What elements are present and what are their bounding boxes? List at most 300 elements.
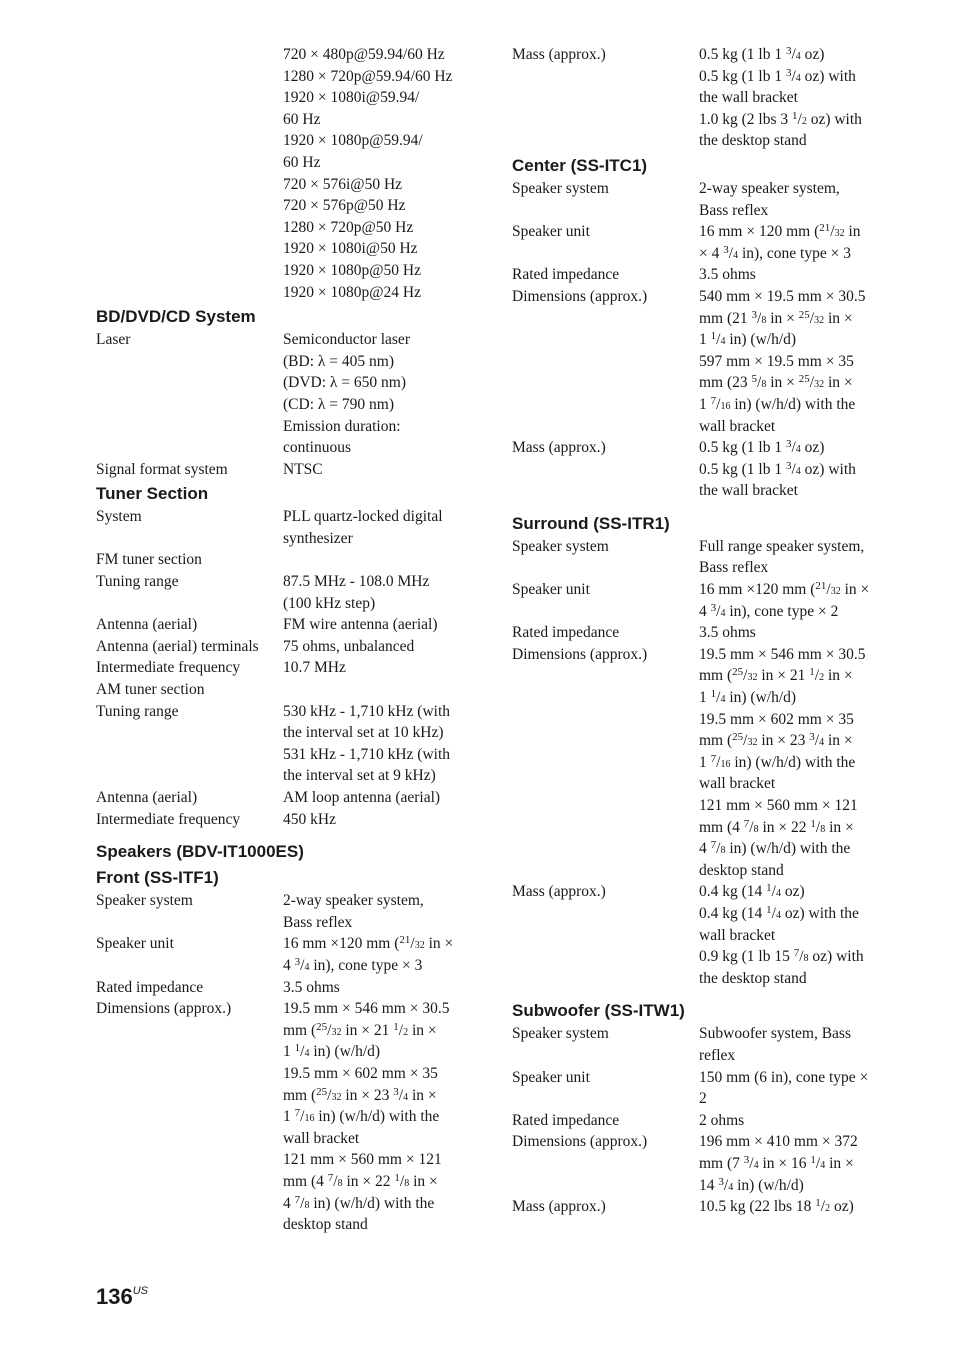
spec-value-line: desktop stand <box>699 861 784 879</box>
fraction-denominator: 8 <box>761 379 767 391</box>
spec-row <box>96 459 476 481</box>
spec-value <box>699 221 892 264</box>
spec-value <box>283 506 476 549</box>
spec-label <box>96 44 283 303</box>
spec-row <box>512 622 892 644</box>
fraction-denominator: 32 <box>747 737 758 749</box>
fraction-denominator: 2 <box>819 672 825 684</box>
fraction-denominator: 32 <box>830 586 841 598</box>
fraction-numerator: 3 <box>718 1175 724 1188</box>
spec-value-line <box>699 1153 892 1175</box>
text-segment: / <box>749 1154 754 1172</box>
spec-value-line: the wall bracket <box>699 89 798 107</box>
spec-row <box>512 536 892 579</box>
text-segment: in × <box>840 581 870 599</box>
text-segment: / <box>830 223 835 241</box>
spec-value-line <box>699 665 892 687</box>
fraction-denominator: 16 <box>720 758 731 770</box>
spec-label: Intermediate frequency <box>96 659 241 677</box>
text-segment: 10.5 kg (22 lbs 18 <box>699 1198 816 1216</box>
text-segment: in × <box>766 309 799 327</box>
spec-value-line <box>699 44 892 66</box>
text-segment: / <box>809 309 815 327</box>
text-segment: in × <box>825 818 854 836</box>
spec-value-line: NTSC <box>283 460 323 478</box>
spec-value <box>283 787 476 809</box>
fraction-denominator: 32 <box>814 379 825 391</box>
text-segment: 0.9 kg (1 lb 15 <box>699 948 794 966</box>
text-segment: / <box>791 460 796 478</box>
fraction-denominator: 4 <box>720 336 726 348</box>
fraction-denominator: 8 <box>820 823 826 835</box>
text-segment: oz) <box>780 883 805 901</box>
text-segment: / <box>815 1154 821 1172</box>
text-segment: in × 22 <box>342 1172 395 1190</box>
spec-label: Signal format system <box>96 460 228 478</box>
spec-value-line: FM wire antenna (aerial) <box>283 616 438 634</box>
spec-value <box>283 571 476 614</box>
fraction-numerator: 1 <box>810 817 816 830</box>
spec-value-line: Bass reflex <box>699 559 769 577</box>
spec-value <box>283 890 476 933</box>
fraction-denominator: 4 <box>720 607 726 619</box>
spec-value-line <box>699 109 892 131</box>
fraction-numerator: 7 <box>294 1193 301 1206</box>
text-segment: mm (7 <box>699 1154 744 1172</box>
text-segment: in) (w/h/d) with the <box>730 395 856 413</box>
text-segment: / <box>815 818 821 836</box>
text-segment: / <box>398 1086 404 1104</box>
spec-value-line: 1280 × 720p@50 Hz <box>283 218 414 236</box>
spec-row <box>96 933 476 976</box>
fraction-denominator: 8 <box>720 845 726 857</box>
spec-value-line: 540 mm × 19.5 mm × 30.5 <box>699 287 866 305</box>
fraction-denominator: 4 <box>304 961 310 973</box>
spec-value <box>283 809 476 831</box>
spec-value-line: 720 × 480p@59.94/60 Hz <box>283 46 445 63</box>
page-number-value: 136 <box>96 1284 133 1309</box>
spec-value-line: (DVD: λ = 650 nm) <box>283 374 407 392</box>
spec-value <box>699 536 892 579</box>
fraction-denominator: 8 <box>753 823 759 835</box>
spec-value-line <box>699 394 892 416</box>
text-segment: 4 <box>283 1194 295 1212</box>
text-segment: / <box>300 1108 305 1126</box>
spec-row <box>512 1196 892 1218</box>
text-segment: × 4 <box>699 244 724 262</box>
text-segment: oz) <box>800 46 825 63</box>
text-segment: oz) <box>800 439 825 457</box>
spec-label: Mass (approx.) <box>512 883 606 901</box>
spec-row <box>512 286 892 437</box>
text-segment: / <box>716 395 721 413</box>
spec-value <box>699 286 892 437</box>
spec-value-line: 10.7 MHz <box>283 659 346 677</box>
spec-value-line: wall bracket <box>699 926 776 944</box>
fraction-numerator: 1 <box>815 1197 821 1210</box>
spec-value <box>283 549 476 571</box>
fraction-denominator: 8 <box>304 1199 310 1211</box>
fraction-numerator: 7 <box>793 947 800 960</box>
fraction-denominator: 4 <box>403 1091 409 1103</box>
spec-label: Rated impedance <box>512 624 620 642</box>
spec-value-line <box>699 437 892 459</box>
spec-value <box>283 977 476 999</box>
spec-value-line <box>283 1193 476 1215</box>
spec-value-line: 720 × 576i@50 Hz <box>283 175 403 193</box>
spec-row <box>512 1131 892 1196</box>
spec-row <box>96 657 476 679</box>
spec-value-line: 3.5 ohms <box>699 266 756 284</box>
spec-value-line: the interval set at 9 kHz) <box>283 767 436 785</box>
text-segment: in × 21 <box>341 1021 394 1039</box>
fraction-numerator: 21 <box>819 222 831 235</box>
spec-value-line: 150 mm (6 in), cone type × <box>699 1068 869 1086</box>
text-segment: / <box>820 1198 826 1216</box>
spec-value <box>283 998 476 1236</box>
spec-value-line: the desktop stand <box>699 969 807 987</box>
text-segment: in) (w/h/d) <box>309 1043 381 1061</box>
section-heading-speakers-bdv-it1000es: Speakers (BDV-IT1000ES) <box>96 842 304 862</box>
fraction-denominator: 2 <box>801 115 807 127</box>
spec-value <box>699 437 892 502</box>
text-segment: / <box>743 732 748 750</box>
spec-value-line: 19.5 mm × 602 mm × 35 <box>283 1064 438 1082</box>
spec-value-line <box>699 579 892 601</box>
fraction-denominator: 4 <box>753 1159 759 1171</box>
spec-value-line <box>283 1085 476 1107</box>
fraction-numerator: 7 <box>327 1171 334 1184</box>
spec-value-line <box>699 946 892 968</box>
spec-label: Dimensions (approx.) <box>512 645 648 663</box>
text-segment: / <box>757 374 762 392</box>
spec-value-line <box>699 881 892 903</box>
spec-value-line: 1920 × 1080p@24 Hz <box>283 283 421 301</box>
spec-value-line: 19.5 mm × 546 mm × 30.5 <box>283 1000 450 1018</box>
text-segment: in × <box>424 935 454 953</box>
fraction-numerator: 3 <box>785 438 792 451</box>
spec-value-line <box>699 308 892 330</box>
text-segment: / <box>716 840 721 858</box>
text-segment: in × <box>824 374 853 392</box>
spec-value-line: wall bracket <box>699 417 776 435</box>
text-segment: in × 22 <box>758 818 811 836</box>
spec-label: Dimensions (approx.) <box>96 1000 232 1018</box>
text-segment: mm (4 <box>283 1172 328 1190</box>
spec-value <box>699 622 892 644</box>
text-segment: 1 <box>699 689 711 707</box>
spec-label: Speaker unit <box>96 935 174 953</box>
text-segment: in <box>844 223 861 241</box>
spec-value-line: (BD: λ = 405 nm) <box>283 352 394 370</box>
spec-value-line <box>283 955 476 977</box>
text-segment: / <box>716 331 721 349</box>
page-number <box>96 1284 148 1310</box>
spec-label: Rated impedance <box>512 266 620 284</box>
fraction-denominator: 4 <box>795 444 801 456</box>
fraction-denominator: 8 <box>337 1177 343 1189</box>
spec-label: FM tuner section <box>96 551 202 569</box>
spec-value-line <box>699 221 892 243</box>
spec-value-line: 60 Hz <box>283 110 321 128</box>
spec-row <box>96 329 476 459</box>
spec-row <box>512 579 892 622</box>
text-segment: in) (w/h/d) <box>725 689 797 707</box>
spec-row <box>96 506 476 549</box>
fraction-numerator: 1 <box>294 1042 301 1055</box>
text-segment: 16 mm × 120 mm ( <box>699 223 820 241</box>
spec-value-line: 531 kHz - 1,710 kHz (with <box>283 745 451 763</box>
text-segment: 0.4 kg (14 <box>699 883 767 901</box>
text-segment: 1 <box>283 1108 295 1126</box>
spec-column-right <box>512 44 892 1218</box>
spec-value-line: Full range speaker system, <box>699 537 865 555</box>
spec-row <box>96 787 476 809</box>
fraction-numerator: 3 <box>785 66 792 79</box>
fraction-numerator: 3 <box>710 601 717 614</box>
text-segment: oz) with <box>800 460 856 478</box>
spec-row <box>96 614 476 636</box>
text-segment: / <box>300 1194 305 1212</box>
fraction-denominator: 4 <box>720 694 726 706</box>
spec-value-line: Emission duration: <box>283 417 401 435</box>
text-segment: 4 <box>699 602 711 620</box>
text-segment: / <box>749 818 754 836</box>
fraction-numerator: 3 <box>809 731 815 744</box>
text-segment: / <box>410 935 415 953</box>
text-segment: / <box>716 602 721 620</box>
spec-value <box>699 644 892 882</box>
spec-value-line <box>283 1041 476 1063</box>
section-heading-tuner-section: Tuner Section <box>96 484 209 504</box>
text-segment: in × <box>408 1086 437 1104</box>
text-segment: / <box>791 439 796 457</box>
text-segment: in × <box>825 1154 854 1172</box>
spec-value-line: reflex <box>699 1046 736 1064</box>
text-segment: / <box>791 46 796 63</box>
spec-value-line <box>699 66 892 88</box>
fraction-denominator: 16 <box>720 400 731 412</box>
spec-label: Speaker system <box>512 1025 609 1043</box>
spec-label: Speaker unit <box>512 1068 590 1086</box>
spec-column-left <box>96 44 476 1236</box>
spec-value-line: Bass reflex <box>283 913 353 931</box>
fraction-denominator: 2 <box>825 1203 831 1215</box>
text-segment: 16 mm ×120 mm ( <box>283 935 400 953</box>
spec-value <box>699 264 892 286</box>
spec-value-line: 597 mm × 19.5 mm × 35 <box>699 352 854 370</box>
section-heading-center-ss-itc1: Center (SS-ITC1) <box>512 155 648 175</box>
text-segment: mm (23 <box>699 374 752 392</box>
spec-value-line: the wall bracket <box>699 482 798 500</box>
text-segment: in), cone type × 2 <box>725 602 839 620</box>
spec-row <box>512 264 892 286</box>
fraction-denominator: 8 <box>761 314 767 326</box>
spec-value <box>283 679 476 701</box>
spec-value-line <box>699 1175 892 1197</box>
section-heading-subwoofer-ss-itw1: Subwoofer (SS-ITW1) <box>512 1001 685 1021</box>
text-segment: 4 <box>699 840 711 858</box>
text-segment: in × <box>409 1172 438 1190</box>
text-segment: oz) with <box>800 67 856 85</box>
fraction-denominator: 32 <box>331 1026 342 1038</box>
text-segment: mm (21 <box>699 309 752 327</box>
spec-value-line <box>283 1171 476 1193</box>
spec-label: AM tuner section <box>96 681 205 699</box>
spec-value-line: PLL quartz-locked digital <box>283 508 443 526</box>
spec-value-line <box>699 752 892 774</box>
text-segment: 1.0 kg (2 lbs 3 <box>699 110 792 128</box>
text-segment: / <box>300 1043 305 1061</box>
spec-value-line <box>699 243 892 265</box>
spec-row <box>96 679 476 701</box>
text-segment: in × <box>408 1021 437 1039</box>
spec-value-line: 2-way speaker system, <box>283 892 424 910</box>
text-segment: in × 23 <box>341 1086 394 1104</box>
spec-row <box>512 437 892 502</box>
spec-value-line: the interval set at 10 kHz) <box>283 724 444 742</box>
spec-value-line: 1920 × 1080p@50 Hz <box>283 261 421 279</box>
text-segment: / <box>723 1176 729 1194</box>
spec-label: Tuning range <box>96 702 179 720</box>
spec-value-line: 75 ohms, unbalanced <box>283 637 415 655</box>
text-segment: 0.5 kg (1 lb 1 <box>699 460 786 478</box>
text-segment: oz) with <box>808 948 864 966</box>
spec-label: Dimensions (approx.) <box>512 287 648 305</box>
fraction-numerator: 7 <box>710 752 717 765</box>
fraction-denominator: 4 <box>733 249 739 261</box>
spec-value-line <box>699 817 892 839</box>
page-number-suffix: US <box>132 1285 148 1297</box>
text-segment: in × <box>824 732 853 750</box>
text-segment: mm ( <box>283 1086 317 1104</box>
spec-label: Mass (approx.) <box>512 1198 606 1216</box>
spec-value-line: continuous <box>283 439 352 457</box>
spec-value <box>283 44 476 303</box>
text-segment: / <box>814 667 820 685</box>
fraction-denominator: 4 <box>795 465 801 477</box>
fraction-numerator: 1 <box>766 882 772 895</box>
spec-value <box>283 933 476 976</box>
spec-value-line: AM loop antenna (aerial) <box>283 789 441 806</box>
text-segment: in) (w/h/d) with the <box>314 1108 440 1126</box>
spec-label: Antenna (aerial) <box>96 616 198 634</box>
text-segment: / <box>757 309 762 327</box>
spec-value-line: 530 kHz - 1,710 kHz (with <box>283 702 451 720</box>
spec-value-line: 19.5 mm × 602 mm × 35 <box>699 710 854 728</box>
spec-row <box>96 636 476 658</box>
text-segment: / <box>743 667 748 685</box>
spec-value-line <box>699 459 892 481</box>
spec-value-line <box>699 730 892 752</box>
text-segment: mm ( <box>699 732 733 750</box>
spec-value-line <box>283 933 476 955</box>
spec-value-line: Bass reflex <box>699 201 769 219</box>
fraction-numerator: 7 <box>710 394 717 407</box>
spec-value <box>283 614 476 636</box>
spec-row <box>512 644 892 882</box>
fraction-numerator: 3 <box>723 243 729 256</box>
spec-value-line: 1920 × 1080p@59.94/ <box>283 132 423 150</box>
spec-label: Speaker system <box>512 179 609 197</box>
text-segment: in × 23 <box>757 732 810 750</box>
spec-row <box>96 809 476 831</box>
text-segment: 0.5 kg (1 lb 1 <box>699 46 786 63</box>
fraction-numerator: 3 <box>751 308 758 321</box>
spec-value-line <box>699 601 892 623</box>
spec-value-line: 720 × 576p@50 Hz <box>283 197 406 215</box>
spec-row <box>512 221 892 264</box>
spec-row <box>96 549 476 571</box>
spec-row <box>512 178 892 221</box>
spec-value <box>699 1067 892 1110</box>
spec-value-line <box>283 1020 476 1042</box>
fraction-numerator: 25 <box>798 373 810 386</box>
spec-value-line: (100 kHz step) <box>283 594 376 612</box>
fraction-numerator: 7 <box>294 1107 301 1120</box>
fraction-denominator: 32 <box>331 1091 342 1103</box>
text-segment: in × <box>824 309 853 327</box>
text-segment: / <box>716 689 721 707</box>
spec-label: Dimensions (approx.) <box>512 1133 648 1151</box>
spec-value-line: 3.5 ohms <box>699 624 756 642</box>
spec-value-line: 121 mm × 560 mm × 121 <box>699 797 858 814</box>
spec-value-line: 2 ohms <box>699 1111 745 1129</box>
text-segment: / <box>300 956 305 974</box>
spec-row <box>512 1023 892 1066</box>
spec-value-line <box>699 838 892 860</box>
fraction-denominator: 8 <box>803 953 809 965</box>
text-segment: 4 <box>283 956 295 974</box>
fraction-denominator: 4 <box>795 51 801 62</box>
spec-value-line: 1920 × 1080i@59.94/ <box>283 89 420 107</box>
fraction-numerator: 5 <box>751 373 758 386</box>
text-segment: / <box>809 374 815 392</box>
spec-value <box>283 701 476 787</box>
spec-value-line <box>699 903 892 925</box>
text-segment: 16 mm ×120 mm ( <box>699 581 816 599</box>
fraction-numerator: 25 <box>798 308 810 321</box>
spec-label: Rated impedance <box>512 1111 620 1129</box>
spec-label: Tuning range <box>96 573 179 591</box>
fraction-numerator: 3 <box>743 1153 750 1166</box>
spec-value-line: wall bracket <box>699 775 776 793</box>
fraction-denominator: 4 <box>728 1181 734 1193</box>
spec-row <box>96 571 476 614</box>
spec-value-line <box>699 372 892 394</box>
spec-value <box>283 657 476 679</box>
spec-value-line: Semiconductor laser <box>283 331 410 349</box>
fraction-numerator: 25 <box>732 666 744 679</box>
text-segment: in × 21 <box>757 667 810 685</box>
text-segment: 0.5 kg (1 lb 1 <box>699 439 786 457</box>
text-segment: 1 <box>283 1043 295 1061</box>
spec-value-line <box>699 687 892 709</box>
fraction-numerator: 1 <box>394 1171 400 1184</box>
spec-value <box>699 1196 892 1218</box>
text-segment: / <box>728 244 734 262</box>
spec-value-line: 121 mm × 560 mm × 121 <box>283 1151 442 1169</box>
text-segment: mm ( <box>283 1021 317 1039</box>
spec-label: System <box>96 508 142 526</box>
fraction-numerator: 1 <box>810 1153 816 1166</box>
spec-row <box>512 44 892 152</box>
text-segment: in) (w/h/d) with the <box>309 1194 435 1212</box>
spec-value-line: 2-way speaker system, <box>699 179 840 197</box>
spec-row <box>96 44 476 303</box>
spec-label: Laser <box>96 331 131 349</box>
spec-row <box>96 701 476 787</box>
